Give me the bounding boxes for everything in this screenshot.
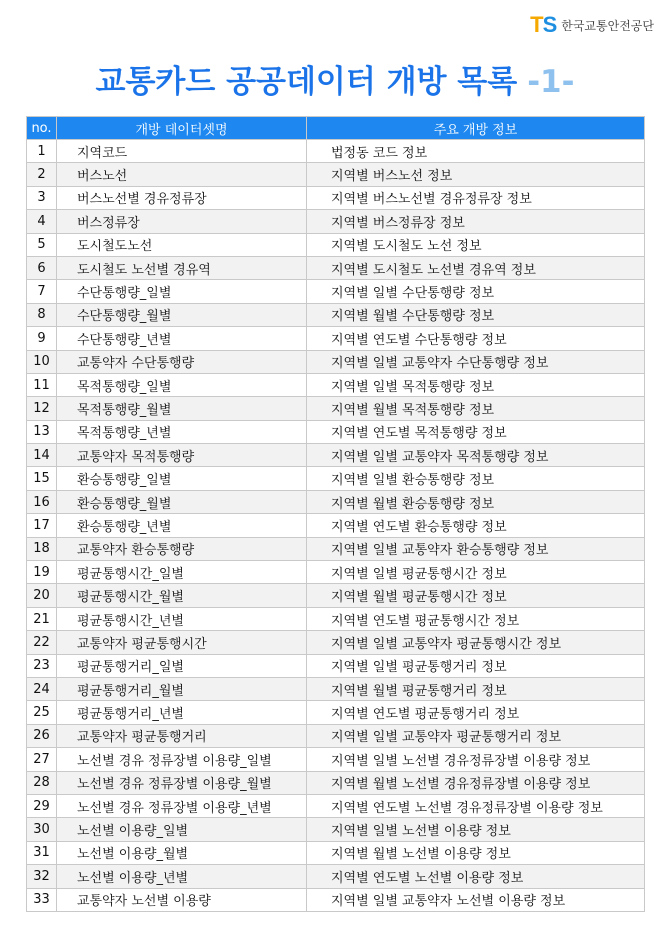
row-number: 30 (27, 818, 57, 841)
main-info: 지역별 연도별 노선별 이용량 정보 (307, 865, 645, 888)
dataset-name: 교통약자 수단통행량 (57, 350, 307, 373)
table-row (27, 724, 645, 747)
ts-logo-mark: TS (530, 12, 557, 37)
dataset-name: 노선별 이용량_일별 (57, 818, 307, 841)
row-number: 25 (27, 701, 57, 724)
dataset-name: 평균통행거리_월별 (57, 677, 307, 700)
table-row (27, 444, 645, 467)
row-number: 29 (27, 794, 57, 817)
org-name: 한국교통안전공단 (561, 18, 654, 33)
table-row (27, 186, 645, 209)
row-number: 10 (27, 350, 57, 373)
dataset-name: 버스노선 (57, 163, 307, 186)
main-info: 지역별 연도별 노선별 경유정류장별 이용량 정보 (307, 794, 645, 817)
row-number: 31 (27, 841, 57, 864)
row-number: 17 (27, 514, 57, 537)
dataset-name: 교통약자 평균통행거리 (57, 724, 307, 747)
main-info: 지역별 도시철도 노선별 경유역 정보 (307, 256, 645, 279)
table-row (27, 537, 645, 560)
row-number: 24 (27, 677, 57, 700)
main-info: 지역별 연도별 환승통행량 정보 (307, 514, 645, 537)
main-info: 지역별 일별 교통약자 수단통행량 정보 (307, 350, 645, 373)
dataset-name: 수단통행량_일별 (57, 280, 307, 303)
main-info: 지역별 일별 교통약자 평균통행시간 정보 (307, 631, 645, 654)
table-row (27, 888, 645, 911)
dataset-table (26, 116, 645, 912)
dataset-name: 버스정류장 (57, 210, 307, 233)
table-row (27, 514, 645, 537)
main-info: 지역별 일별 노선별 경유정류장별 이용량 정보 (307, 748, 645, 771)
main-info: 지역별 일별 목적통행량 정보 (307, 373, 645, 396)
table-row (27, 654, 645, 677)
main-info: 지역별 연도별 평균통행시간 정보 (307, 607, 645, 630)
org-logo (530, 14, 654, 36)
row-number: 23 (27, 654, 57, 677)
table-row (27, 397, 645, 420)
row-number: 28 (27, 771, 57, 794)
row-number: 3 (27, 186, 57, 209)
dataset-name: 평균통행시간_년별 (57, 607, 307, 630)
page-title (0, 56, 670, 101)
table-row (27, 210, 645, 233)
dataset-name: 환승통행량_월별 (57, 490, 307, 513)
table-row (27, 794, 645, 817)
dataset-name: 도시철도 노선별 경유역 (57, 256, 307, 279)
dataset-name: 도시철도노선 (57, 233, 307, 256)
main-info: 지역별 일별 교통약자 노선별 이용량 정보 (307, 888, 645, 911)
dataset-name: 교통약자 목적통행량 (57, 444, 307, 467)
dataset-name: 환승통행량_일별 (57, 467, 307, 490)
header-main-info: 주요 개방 정보 (307, 117, 645, 140)
table-row (27, 677, 645, 700)
row-number: 20 (27, 584, 57, 607)
dataset-name: 노선별 경유 정류장별 이용량_년별 (57, 794, 307, 817)
table-row (27, 303, 645, 326)
table-row (27, 140, 645, 163)
table-row (27, 701, 645, 724)
row-number: 5 (27, 233, 57, 256)
main-info: 지역별 일별 노선별 이용량 정보 (307, 818, 645, 841)
main-info: 지역별 월별 평균통행거리 정보 (307, 677, 645, 700)
table-row (27, 607, 645, 630)
dataset-name: 평균통행거리_일별 (57, 654, 307, 677)
page-number: -1- (527, 64, 575, 100)
dataset-name: 목적통행량_월별 (57, 397, 307, 420)
row-number: 14 (27, 444, 57, 467)
page-title-main: 교통카드 공공데이터 개방 목록 (95, 64, 518, 100)
header-dataset-name: 개방 데이터셋명 (57, 117, 307, 140)
main-info: 법정동 코드 정보 (307, 140, 645, 163)
row-number: 22 (27, 631, 57, 654)
row-number: 1 (27, 140, 57, 163)
row-number: 7 (27, 280, 57, 303)
table-row (27, 256, 645, 279)
row-number: 33 (27, 888, 57, 911)
dataset-name: 버스노선별 경유정류장 (57, 186, 307, 209)
dataset-name: 수단통행량_년별 (57, 327, 307, 350)
header-no: no. (27, 117, 57, 140)
dataset-name: 교통약자 평균통행시간 (57, 631, 307, 654)
main-info: 지역별 월별 평균통행시간 정보 (307, 584, 645, 607)
row-number: 11 (27, 373, 57, 396)
main-info: 지역별 연도별 목적통행량 정보 (307, 420, 645, 443)
main-info: 지역별 도시철도 노선 정보 (307, 233, 645, 256)
dataset-name: 환승통행량_년별 (57, 514, 307, 537)
table-row (27, 327, 645, 350)
table-row (27, 467, 645, 490)
row-number: 32 (27, 865, 57, 888)
dataset-name: 수단통행량_월별 (57, 303, 307, 326)
main-info: 지역별 일별 교통약자 평균통행거리 정보 (307, 724, 645, 747)
row-number: 15 (27, 467, 57, 490)
dataset-name: 노선별 경유 정류장별 이용량_일별 (57, 748, 307, 771)
main-info: 지역별 일별 평균통행시간 정보 (307, 561, 645, 584)
row-number: 26 (27, 724, 57, 747)
row-number: 6 (27, 256, 57, 279)
row-number: 18 (27, 537, 57, 560)
main-info: 지역별 연도별 평균통행거리 정보 (307, 701, 645, 724)
row-number: 9 (27, 327, 57, 350)
table-row (27, 818, 645, 841)
dataset-name: 목적통행량_일별 (57, 373, 307, 396)
main-info: 지역별 월별 환승통행량 정보 (307, 490, 645, 513)
row-number: 19 (27, 561, 57, 584)
table-row (27, 584, 645, 607)
dataset-name: 평균통행시간_일별 (57, 561, 307, 584)
main-info: 지역별 일별 교통약자 목적통행량 정보 (307, 444, 645, 467)
main-info: 지역별 버스정류장 정보 (307, 210, 645, 233)
main-info: 지역별 월별 노선별 경유정류장별 이용량 정보 (307, 771, 645, 794)
table-row (27, 163, 645, 186)
dataset-name: 목적통행량_년별 (57, 420, 307, 443)
dataset-name: 노선별 경유 정류장별 이용량_월별 (57, 771, 307, 794)
table-row (27, 631, 645, 654)
table-row (27, 373, 645, 396)
table-row (27, 841, 645, 864)
main-info: 지역별 월별 수단통행량 정보 (307, 303, 645, 326)
row-number: 27 (27, 748, 57, 771)
table-row (27, 865, 645, 888)
main-info: 지역별 월별 목적통행량 정보 (307, 397, 645, 420)
row-number: 4 (27, 210, 57, 233)
main-info: 지역별 버스노선별 경유정류장 정보 (307, 186, 645, 209)
table-row (27, 350, 645, 373)
table-row (27, 561, 645, 584)
table-row (27, 233, 645, 256)
main-info: 지역별 버스노선 정보 (307, 163, 645, 186)
row-number: 2 (27, 163, 57, 186)
row-number: 12 (27, 397, 57, 420)
dataset-name: 평균통행거리_년별 (57, 701, 307, 724)
main-info: 지역별 월별 노선별 이용량 정보 (307, 841, 645, 864)
row-number: 21 (27, 607, 57, 630)
table-row (27, 280, 645, 303)
row-number: 8 (27, 303, 57, 326)
row-number: 13 (27, 420, 57, 443)
main-info: 지역별 일별 교통약자 환승통행량 정보 (307, 537, 645, 560)
table-row (27, 420, 645, 443)
table-row (27, 490, 645, 513)
dataset-name: 노선별 이용량_월별 (57, 841, 307, 864)
dataset-name: 교통약자 환승통행량 (57, 537, 307, 560)
main-info: 지역별 일별 환승통행량 정보 (307, 467, 645, 490)
dataset-name: 지역코드 (57, 140, 307, 163)
table-row (27, 748, 645, 771)
main-info: 지역별 연도별 수단통행량 정보 (307, 327, 645, 350)
dataset-name: 노선별 이용량_년별 (57, 865, 307, 888)
dataset-name: 평균통행시간_월별 (57, 584, 307, 607)
main-info: 지역별 일별 평균통행거리 정보 (307, 654, 645, 677)
dataset-name: 교통약자 노선별 이용량 (57, 888, 307, 911)
row-number: 16 (27, 490, 57, 513)
main-info: 지역별 일별 수단통행량 정보 (307, 280, 645, 303)
table-header-row (27, 117, 645, 140)
table-row (27, 771, 645, 794)
